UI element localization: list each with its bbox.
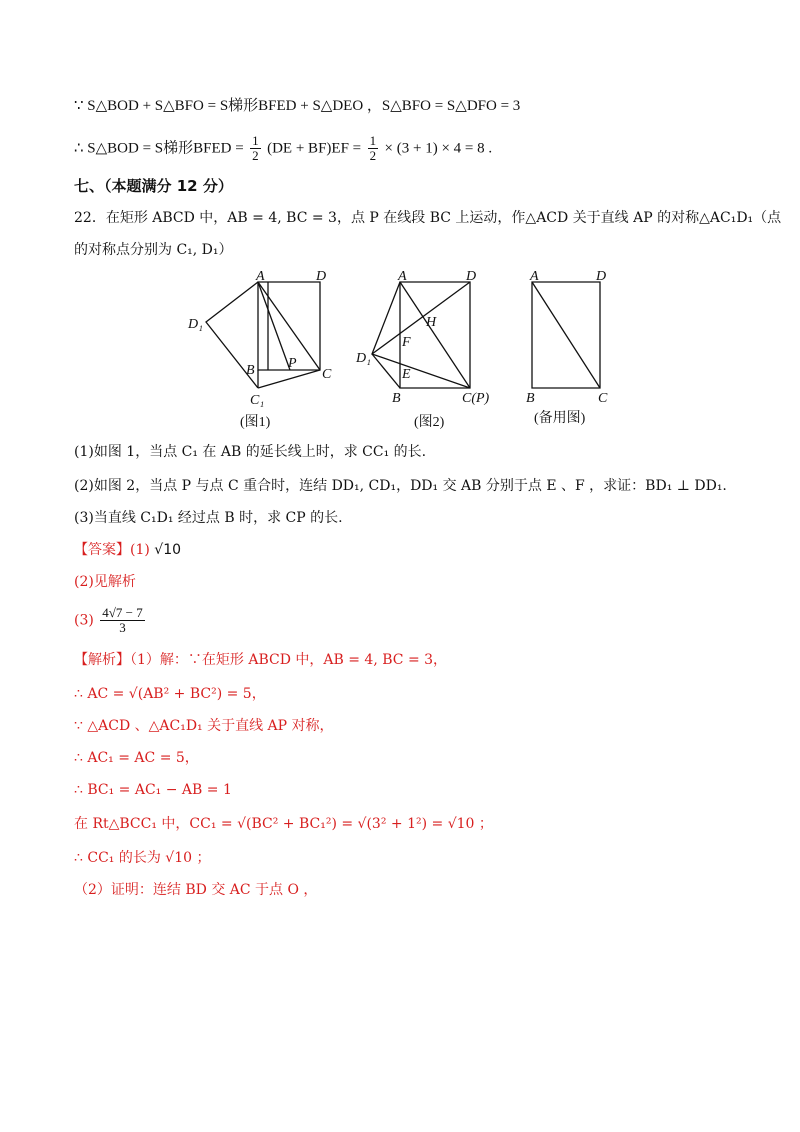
svg-text:E: E	[402, 367, 411, 382]
derivation-2-post: × (3 + 1) × 4 = 8 .	[384, 140, 493, 157]
problem-stem-1: 22．在矩形 ABCD 中，AB = 4, BC = 3，点 P 在线段 BC 上运动，作△ACD 关于直线 AP 的对称△AC₁D₁（点	[74, 210, 782, 226]
svg-text:D: D	[596, 269, 607, 284]
fig1-line-ap	[258, 282, 290, 370]
svg-text:C: C	[598, 391, 608, 406]
svg-text:(图2): (图2)	[414, 415, 445, 430]
solution-step-4: ∴ BC₁ = AC₁ − AB = 1	[74, 782, 232, 798]
svg-text:D₁: D₁	[356, 351, 371, 366]
derivation-2-pre: ∴ S△BOD = S梯形BFED =	[74, 140, 244, 157]
svg-text:A: A	[398, 269, 407, 284]
answer-label: 【答案】	[74, 542, 130, 558]
svg-text:P: P	[288, 356, 297, 371]
svg-text:(备用图): (备用图)	[534, 411, 586, 426]
figure-1	[206, 282, 320, 388]
solution-label: 【解析】	[74, 652, 130, 668]
figure-1-labels	[187, 269, 332, 430]
answer-3-prefix: (3)	[74, 612, 94, 629]
answer-3-fraction: $\frac{4√7 - 7}{3}$	[102, 605, 143, 635]
svg-text:C(P): C(P)	[462, 391, 490, 406]
answer-line-1	[74, 540, 181, 560]
solution-step-0: （1）解：∵在矩形 ABCD 中，AB = 4, BC = 3，	[130, 652, 448, 668]
solution-step-6: ∴ CC₁ 的长为 √10 ；	[74, 850, 211, 866]
solution-step-5: 在 Rt△BCC₁ 中，CC₁ = √(BC² + BC₁²) = √(3² + 1²) = √10 ；	[74, 816, 493, 832]
svg-text:D: D	[316, 269, 327, 284]
answer-line-3	[74, 606, 147, 635]
svg-text:D: D	[466, 269, 477, 284]
figure-2	[372, 282, 470, 388]
svg-text:A: A	[530, 269, 539, 284]
derivation-text-1: ∵ S△BOD + S△BFO = S梯形BFED + S△DEO ，S△BFO = S△DFO = 3	[74, 98, 521, 114]
answer-2: (2)见解析	[74, 574, 136, 590]
svg-text:D₁: D₁	[188, 317, 203, 332]
question-3: (3)当直线 C₁D₁ 经过点 B 时，求 CP 的长.	[74, 510, 343, 526]
svg-text:F: F	[402, 335, 411, 350]
solution-step-1: ∴ AC = √(AB² + BC²) = 5，	[74, 686, 266, 702]
solution-step-2: ∵ △ACD 、△AC₁D₁ 关于直线 AP 对称，	[74, 718, 334, 734]
section-heading: 七、（本题满分 12 分）	[74, 177, 233, 195]
fig3-diagonal	[532, 282, 600, 388]
fraction-half-1: $\frac{1}{2}$	[252, 133, 259, 163]
svg-text:B: B	[526, 391, 535, 406]
figure-3	[532, 282, 600, 388]
svg-text:H: H	[426, 315, 437, 330]
derivation-line-1	[74, 96, 520, 116]
derivation-line-2	[74, 134, 492, 163]
derivation-2-mid: (DE + BF)EF =	[267, 140, 362, 157]
svg-text:A: A	[256, 269, 265, 284]
answer-1-value: √10	[154, 542, 182, 558]
fig2-line-dd1	[372, 282, 470, 354]
solution-step-7: （2）证明：连结 BD 交 AC 于点 O ，	[74, 882, 318, 898]
svg-text:(图1): (图1)	[240, 415, 271, 430]
problem-stem-2: 的对称点分别为 C₁, D₁）	[74, 242, 233, 258]
fig1-line-c1c	[258, 370, 320, 388]
svg-text:B: B	[392, 391, 401, 406]
question-2: (2)如图 2，当点 P 与点 C 重合时，连结 DD₁, CD₁，DD₁ 交 AB 分别于点 E 、F ，求证：BD₁ ⊥ DD₁.	[74, 478, 727, 494]
svg-text:C: C	[322, 367, 332, 382]
solution-line-0	[74, 650, 447, 670]
fraction-half-2: $\frac{1}{2}$	[369, 133, 377, 163]
question-1: (1)如图 1，当点 C₁ 在 AB 的延长线上时，求 CC₁ 的长.	[74, 444, 427, 460]
figures-panel	[180, 266, 620, 432]
svg-text:B: B	[246, 363, 255, 378]
svg-text:C₁: C₁	[250, 393, 265, 408]
answer-1-prefix: (1)	[130, 542, 150, 558]
solution-step-3: ∴ AC₁ = AC = 5，	[74, 750, 199, 766]
